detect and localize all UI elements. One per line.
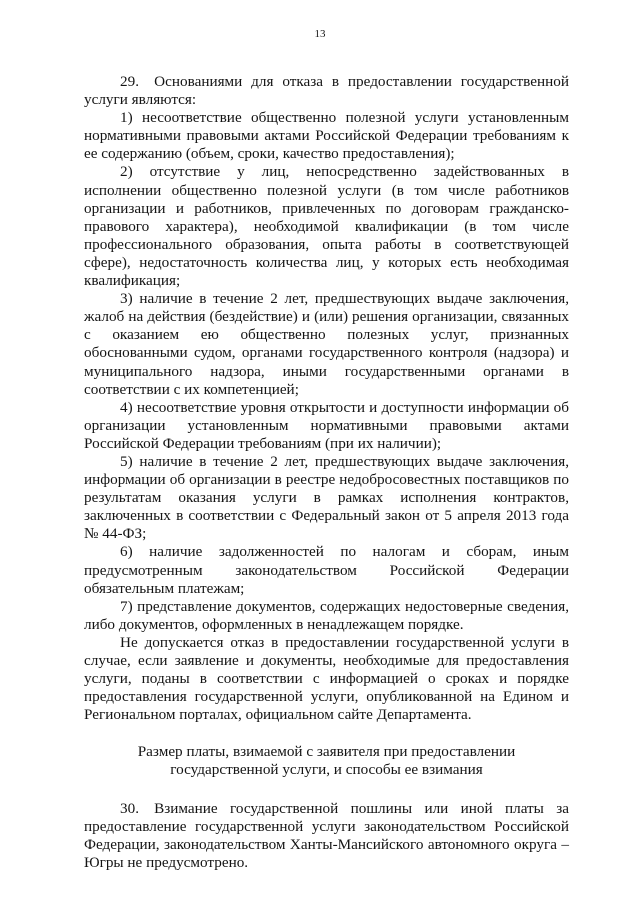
list-item-3: 3) наличие в течение 2 лет, предшествующих выдаче заключения, жалоб на действия (бездействие) и (или) решения организации, связанных с оказанием ею общественно полезных услуг, признанных обоснованными судом, органами государственного контроля (надзора) и муниципального надзора, иными государственными органами в соответствии с их компетенцией;	[84, 290, 569, 398]
list-item-5: 5) наличие в течение 2 лет, предшествующих выдаче заключения, информации об организации в реестре недобросовестных поставщиков по результатам оказания услуги в рамках исполнения контрактов, заключенных в соответствии с Федеральный закон от 5 апреля 2013 года № 44-ФЗ;	[84, 452, 569, 543]
list-item-4: 4) несоответствие уровня открытости и доступности информации об организации установленным нормативными правовыми актами Российской Федерации требованиям (при их наличии);	[84, 398, 569, 452]
paragraph-no-refusal: Не допускается отказ в предоставлении государственной услуги в случае, если заявление и документы, необходимые для предоставления услуги, поданы в соответствии с информацией о сроках и порядке предоставления государственной услуги, опубликованной на Едином и Региональном порталах, официальном сайте Департамента.	[84, 633, 569, 724]
list-item-1: 1) несоответствие общественно полезной услуги установленным нормативными правовыми актами Российской Федерации требованиям к ее содержанию (объем, сроки, качество предоставления);	[84, 109, 569, 163]
section-heading-line-2: государственной услуги, и способы ее взимания	[170, 761, 483, 779]
list-item-7: 7) представление документов, содержащих недостоверные сведения, либо документов, оформленных в ненадлежащем порядке.	[84, 597, 569, 633]
section-heading	[84, 743, 569, 779]
paragraph-29-intro: 29. Основаниями для отказа в предоставлении государственной услуги являются:	[84, 73, 569, 109]
list-item-2: 2) отсутствие у лиц, непосредственно задействованных в исполнении общественно полезной услуги (в том числе работников организации и работников, привлеченных по договорам гражданско-правового характера), необходимой квалификации (в том числе профессионального образования, опыта работы в соответствующей сфере), недостаточность количества лиц, у которых есть необходимая квалификация;	[84, 163, 569, 290]
paragraph-30: 30. Взимание государственной пошлины или иной платы за предоставление государственной услуги законодательством Российской Федерации, законодательством Ханты-Мансийского автономного округа – Югры не предусмотрено.	[84, 799, 569, 871]
document-body	[84, 73, 569, 872]
page-number: 13	[314, 28, 326, 40]
section-heading-line-1: Размер платы, взимаемой с заявителя при предоставлении	[137, 743, 516, 761]
list-item-6: 6) наличие задолженностей по налогам и сборам, иным предусмотренным законодательством Российской Федерации обязательным платежам;	[84, 543, 569, 597]
